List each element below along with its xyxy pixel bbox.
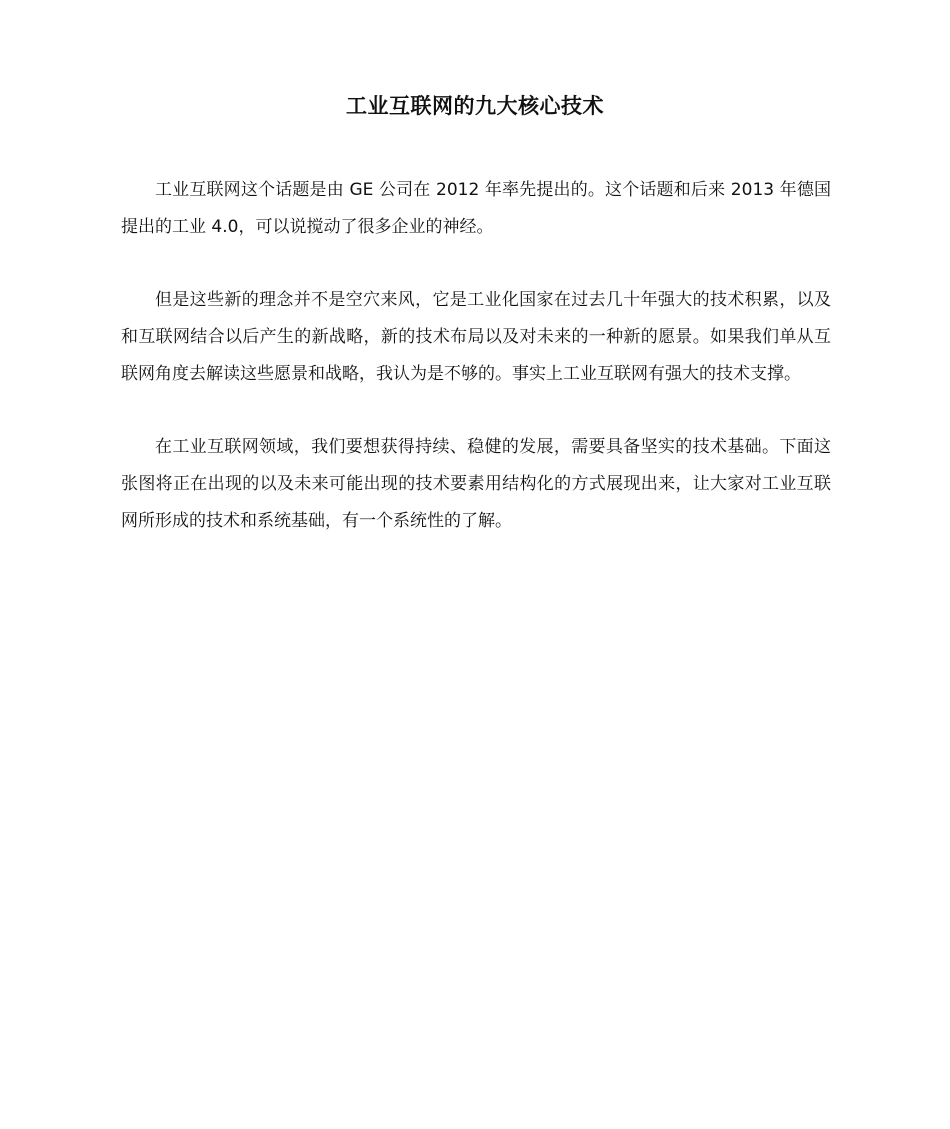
document-body bbox=[121, 172, 831, 576]
paragraph-1: 工业互联网这个话题是由 GE 公司在 2012 年率先提出的。这个话题和后来 2013 年德国提出的工业 4.0，可以说搅动了很多企业的神经。 bbox=[121, 180, 831, 237]
paragraph-3: 在工业互联网领域，我们要想获得持续、稳健的发展，需要具备坚实的技术基础。下面这张图将正在出现的以及未来可能出现的技术要素用结构化的方式展现出来，让大家对工业互联网所形成的技术和系统基础，有一个系统性的了解。 bbox=[121, 437, 831, 531]
document-title: 工业互联网的九大核心技术 bbox=[346, 94, 604, 118]
paragraph-2: 但是这些新的理念并不是空穴来风，它是工业化国家在过去几十年强大的技术积累，以及和互联网结合以后产生的新战略，新的技术布局以及对未来的一种新的愿景。如果我们单从互联网角度去解读这些愿景和战略，我认为是不够的。事实上工业互联网有强大的技术支撑。 bbox=[121, 290, 831, 384]
